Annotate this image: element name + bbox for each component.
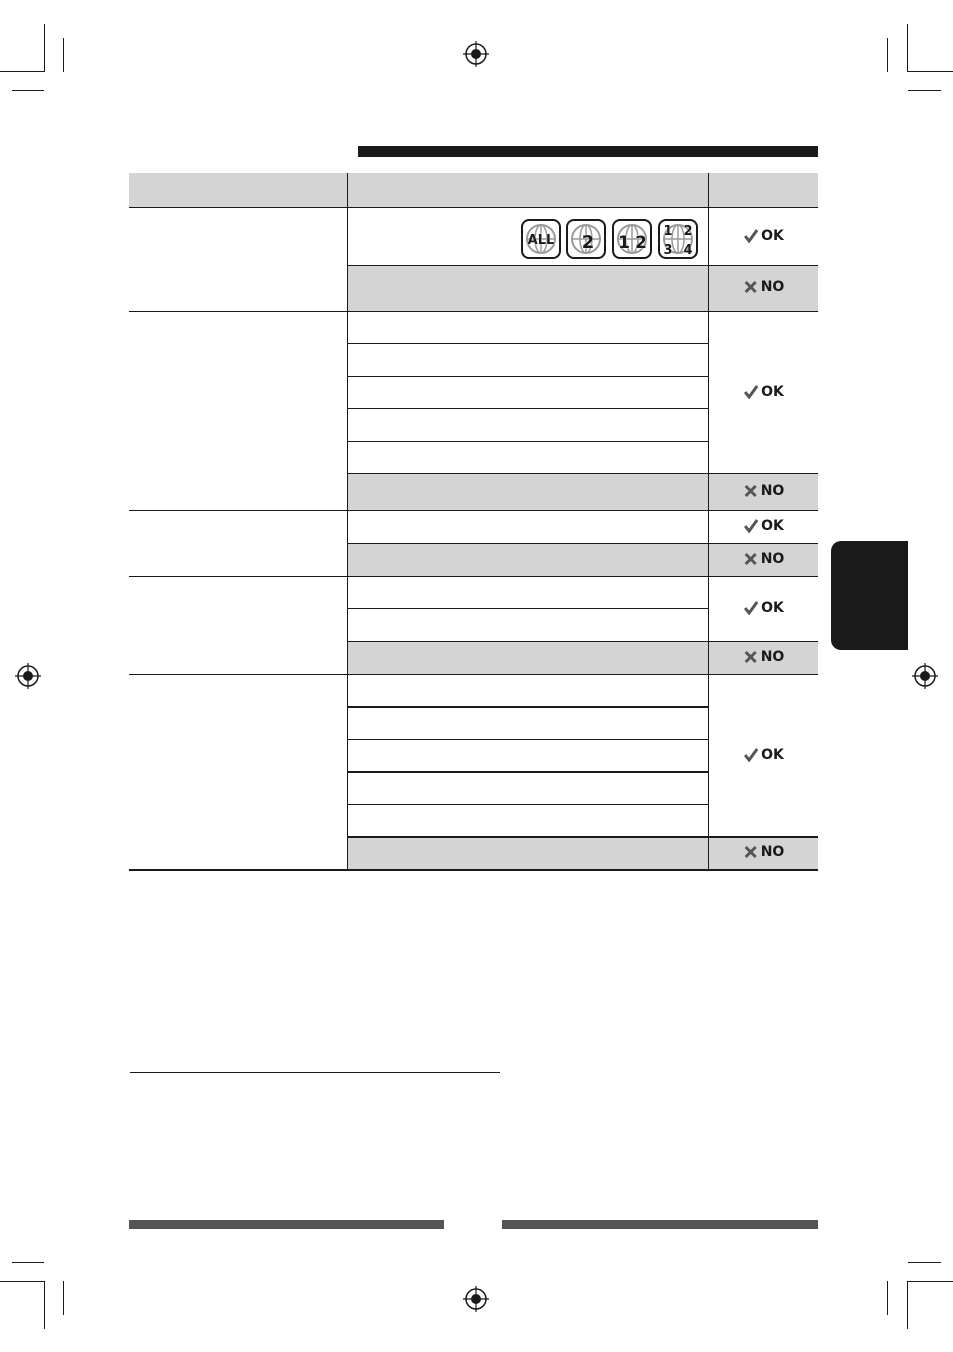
table-rule (348, 473, 818, 474)
ok-badge (744, 228, 784, 244)
crop-mark (908, 1262, 941, 1263)
crop-mark (63, 1281, 64, 1315)
table-header-cell (709, 173, 818, 207)
table-rule (348, 543, 818, 544)
no-badge (744, 844, 785, 860)
region-1-2-label-a: 1 (618, 233, 630, 253)
ok-label: OK (761, 600, 784, 616)
no-label: NO (760, 844, 785, 860)
crop-mark (63, 38, 64, 72)
region-1-2-icon (612, 219, 652, 259)
cross-icon (744, 552, 758, 566)
region-q2-label: 2 (683, 224, 693, 239)
table-rule (129, 207, 818, 208)
registration-mark-icon (912, 663, 938, 689)
ok-label: OK (761, 747, 784, 763)
no-label: NO (760, 483, 785, 499)
region-q1-label: 1 (663, 224, 673, 239)
crop-mark (887, 38, 888, 72)
table-rule (129, 510, 818, 511)
ok-label: OK (761, 228, 784, 244)
region-1-2-3-4-icon (658, 219, 698, 259)
check-icon (744, 748, 758, 762)
crop-mark (907, 1281, 908, 1329)
table-header-cell (348, 173, 708, 207)
check-icon (744, 229, 758, 243)
ok-badge (744, 384, 784, 400)
footnote-rule (130, 1072, 500, 1073)
region-1-2-label-b: 2 (635, 233, 647, 253)
footer-bar-left (129, 1220, 444, 1229)
region-2-icon (566, 219, 606, 259)
section-title-bar (358, 146, 818, 157)
crop-mark (44, 1281, 45, 1329)
table-rule (129, 869, 818, 871)
region-q3-label: 3 (663, 243, 673, 257)
crop-mark (887, 1281, 888, 1315)
table-rule (348, 441, 708, 442)
crop-mark (44, 24, 45, 72)
no-badge (744, 649, 785, 665)
footer-bar-right (502, 1220, 818, 1229)
table-rule (348, 265, 818, 266)
registration-mark-icon (463, 1286, 489, 1312)
no-badge (744, 483, 785, 499)
ok-badge (744, 747, 784, 763)
table-rule (129, 576, 818, 577)
table-rule (348, 706, 708, 708)
table-rule (348, 608, 708, 609)
section-side-tab (831, 541, 908, 650)
table-header-cell (129, 173, 347, 207)
crop-mark (908, 1281, 953, 1282)
crop-mark (0, 71, 44, 72)
cross-icon (744, 845, 758, 859)
table-column-divider (708, 173, 709, 870)
no-label: NO (760, 649, 785, 665)
table-rule (348, 408, 708, 409)
ok-label: OK (761, 518, 784, 534)
table-rule (348, 739, 708, 740)
cross-icon (744, 650, 758, 664)
registration-mark-icon (15, 663, 41, 689)
check-icon (744, 385, 758, 399)
table-rule (129, 674, 818, 675)
cross-icon (744, 280, 758, 294)
check-icon (744, 519, 758, 533)
table-rule (348, 836, 818, 838)
cross-icon (744, 484, 758, 498)
ok-badge (744, 600, 784, 616)
no-label: NO (760, 551, 785, 567)
table-rule (348, 804, 708, 805)
table-rule (129, 311, 818, 312)
table-rule (348, 376, 708, 377)
no-label: NO (760, 279, 785, 295)
no-badge (744, 551, 785, 567)
no-badge (744, 279, 785, 295)
registration-mark-icon (463, 41, 489, 67)
table-rule (348, 641, 818, 642)
table-rule (348, 343, 708, 344)
table-column-divider (347, 173, 348, 870)
region-all-label: ALL (527, 233, 555, 248)
region-q4-label: 4 (683, 243, 693, 257)
check-icon (744, 601, 758, 615)
crop-mark (0, 1281, 44, 1282)
ok-label: OK (761, 384, 784, 400)
crop-mark (12, 90, 44, 91)
region-all-icon (521, 219, 561, 259)
crop-mark (908, 90, 941, 91)
region-2-label: 2 (581, 232, 595, 253)
ok-badge (744, 518, 784, 534)
crop-mark (12, 1262, 44, 1263)
crop-mark (907, 24, 908, 72)
crop-mark (908, 71, 953, 72)
table-rule (348, 771, 708, 773)
